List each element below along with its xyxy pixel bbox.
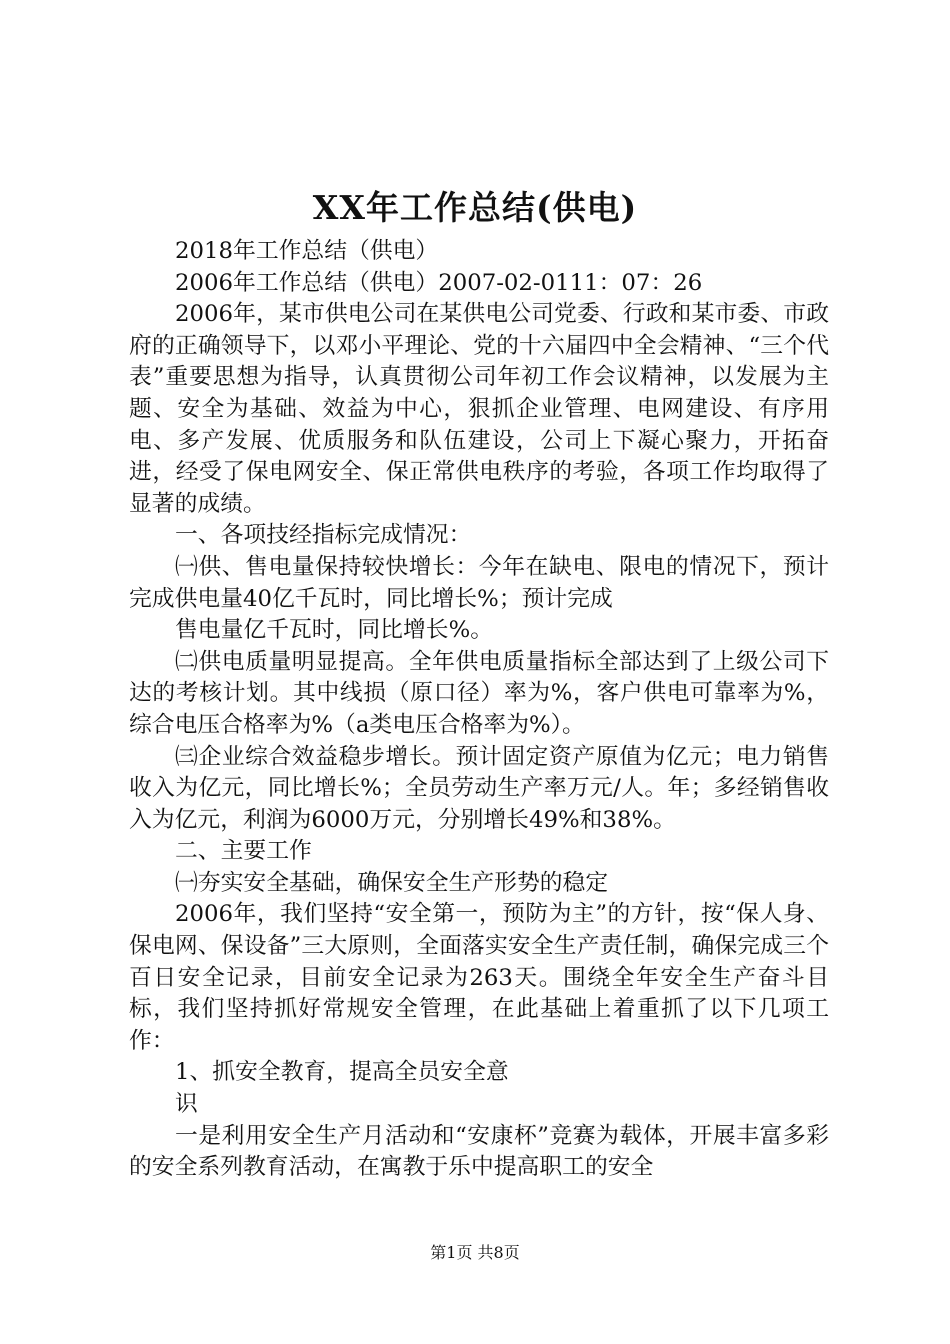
page-indicator: 第1页 共8页 [430,1243,520,1262]
subsection-heading-safety: ㈠夯实安全基础，确保安全生产形势的稳定 [175,869,609,896]
paragraph-sales-growth-cont: 售电量亿千瓦时，同比增长%。 [175,617,494,644]
paragraph-subtitle: 2018年工作总结（供电） [175,238,439,264]
document-title: XX年工作总结(供电) [312,188,638,227]
section-heading-main-work: 二、主要工作 [175,838,312,865]
paragraph-safety-activities: 一是利用安全生产月活动和“安康杯”竞赛为载体，开展丰富多彩的安全系列教育活动，在寓教于乐中提高职工的安全 [129,1122,829,1181]
paragraph-benefits: ㈢企业综合效益稳步增长。预计固定资产原值为亿元；电力销售收入为亿元，同比增长%；全员劳动生产率万元/人。年；多经销售收入为亿元，利润为6000万元，分别增长49%和38%。 [129,743,829,833]
paragraph-dateline: 2006年工作总结（供电）2007-02-0111：07：26 [175,269,703,296]
paragraph-safety: 2006年，我们坚持“安全第一，预防为主”的方针，按“保人身、保电网、保设备”三大原则，全面落实安全生产责任制，确保完成三个百日安全记录，目前安全记录为263天。围绕全年安全生产奋斗目标，我们坚持抓好常规安全管理，在此基础上着重抓了以下几项工作： [129,901,829,1054]
paragraph-intro: 2006年，某市供电公司在某供电公司党委、行政和某市委、市政府的正确领导下，以邓小平理论、党的十六届四中全会精神、“三个代表”重要思想为指导，认真贯彻公司年初工作会议精神，以发展为主题、安全为基础、效益为中心，狠抓企业管理、电网建设、有序用电、多产发展、优质服务和队伍建设，公司上下凝心聚力，开拓奋进，经受了保电网安全、保正常供电秩序的考验，各项工作均取得了显著的成绩。 [129,301,829,517]
document-body [129,236,829,1184]
item-heading-safety-education-cont: 识 [175,1091,198,1118]
paragraph-sales-growth: ㈠供、售电量保持较快增长：今年在缺电、限电的情况下，预计完成供电量40亿千瓦时，同比增长%；预计完成 [129,553,829,612]
item-heading-safety-education: 1、抓安全教育，提高全员安全意 [175,1059,509,1086]
section-heading-indicators: 一、各项技经指标完成情况： [175,522,472,549]
paragraph-supply-quality: ㈡供电质量明显提高。全年供电质量指标全部达到了上级公司下达的考核计划。其中线损（原口径）率为%，客户供电可靠率为%，综合电压合格率为%（a类电压合格率为%）。 [129,648,829,738]
